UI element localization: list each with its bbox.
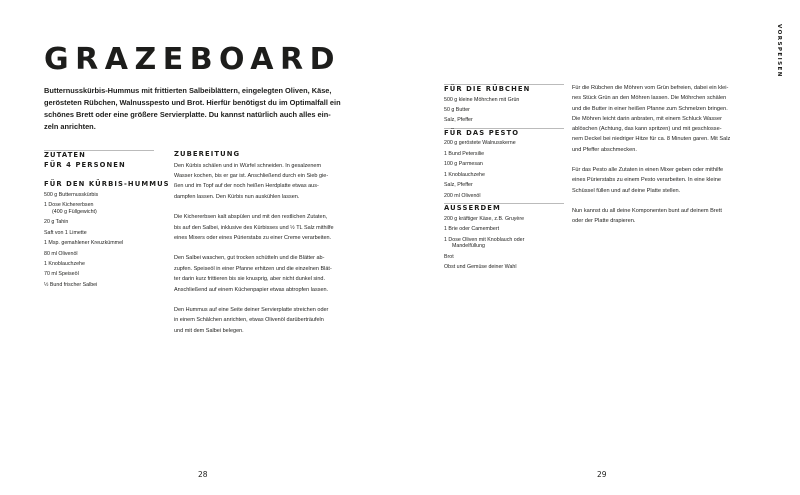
prep-line: und Pfeffer abschmecken. [572, 146, 637, 153]
ingredient-item: 200 g geröstete Walnusskerne [444, 140, 516, 147]
recipe-title: GRAZEBOARD [44, 42, 341, 77]
ingredient-item: 50 g Butter [444, 106, 470, 113]
ingredient-item: Brot [444, 253, 454, 260]
intro-line: gerösteten Rübchen, Walnusspesto und Brot. Hierfür benötigst du im Optimalfall ein [44, 98, 341, 107]
ingredient-group [444, 203, 564, 271]
servings-heading: FÜR 4 PERSONEN [44, 160, 126, 169]
section-label-text: VORSPEISEN [776, 24, 782, 78]
preparation-column [174, 150, 364, 346]
ingredient-item: 70 ml Speiseöl [44, 271, 79, 278]
ingredient-item [444, 237, 564, 250]
prep-line: Nun kannst du all deine Komponenten bunt auf deinem Brett [572, 207, 722, 214]
page-number: 29 [597, 470, 607, 479]
right-page [400, 0, 800, 495]
prep-line: Wasser kochen, bis er gar ist. Anschließend durch ein Sieb gie- [174, 172, 329, 179]
group-heading: AUSSERDEM [444, 204, 501, 213]
prep-line: und mit dem Salbei belegen. [174, 327, 244, 334]
prep-line: Schüssel füllen und auf deine Platte stellen. [572, 187, 681, 194]
group-heading: FÜR DAS PESTO [444, 128, 520, 137]
prep-line: ßen und im Topf auf der noch heißen Herdplatte etwas aus- [174, 183, 319, 190]
ingredient-item: 200 g kräftiger Käse, z.B. Gruyère [444, 215, 525, 222]
ingredient-list [444, 216, 564, 271]
ingredients-column [44, 150, 170, 292]
prep-line: Den Salbei waschen, gut trocken schütteln und die Blätter ab- [174, 255, 325, 262]
ingredient-line: Mandelfüllung [452, 243, 485, 250]
ingredient-item: 1 Knoblauchzehe [44, 261, 85, 267]
ingredient-item: 80 ml Olivenöl [44, 250, 78, 257]
intro-line: zeln anrichten. [44, 122, 96, 131]
ingredients-column [444, 84, 564, 275]
ingredients-heading: ZUTATEN [44, 151, 86, 159]
page-number: 28 [198, 470, 208, 479]
prep-line: Anschließend auf einem Küchenpapier etwas abtropfen lassen. [174, 286, 329, 293]
prep-paragraph [572, 165, 767, 196]
ingredient-item: 1 Msp. gemahlener Kreuzkümmel [44, 240, 124, 247]
ingredient-item: Salz, Pfeffer [444, 182, 473, 189]
ingredient-line: 1 Dose Oliven mit Knoblauch oder [444, 236, 525, 243]
ingredient-item: 1 Knoblauchzehe [444, 171, 485, 178]
prep-line: Den Kürbis schälen und in Würfel schneiden. In gesalzenem [174, 162, 322, 169]
ingredient-line: (400 g Füllgewicht) [52, 208, 97, 215]
ingredient-item: Saft von 1 Limette [44, 229, 87, 236]
intro-line: Butternusskürbis-Hummus mit frittierten Salbeiblättern, eingelegten Oliven, Käse, [44, 86, 332, 95]
prep-line: Den Hummus auf eine Seite deiner Servierplatte streichen oder [174, 306, 329, 313]
prep-paragraph [572, 83, 767, 155]
hummus-heading: FÜR DEN KÜRBIS-HUMMUS [44, 180, 170, 188]
ingredient-item: 200 ml Olivenöl [444, 192, 481, 199]
ingredient-line: 1 Dose Kichererbsen [44, 201, 94, 208]
prep-line: bis auf den Salbei, inklusive des Kürbisses und ½ TL Salz mithilfe [174, 224, 334, 231]
prep-paragraph [174, 305, 364, 336]
prep-line: oder der Platte drapieren. [572, 218, 636, 225]
prep-line: Für das Pesto alle Zutaten in einen Mixer geben oder mithilfe [572, 167, 724, 174]
preparation-heading: ZUBEREITUNG [174, 150, 241, 158]
prep-paragraph [174, 253, 364, 295]
ingredient-list [444, 140, 564, 199]
prep-line: nem Deckel bei niedriger Hitze für ca. 8 Minuten garen. Mit Salz [572, 136, 731, 143]
prep-line: ablöschen (Achtung, das kann spritzen) und mit geschlosse- [572, 126, 722, 133]
prep-line: Für die Rübchen die Möhren vom Grün befreien, dabei ein klei- [572, 85, 729, 91]
ingredient-group [444, 128, 564, 200]
prep-line: und die Butter in einer heißen Pfanne zum Schmelzen bringen. [572, 105, 728, 112]
ingredient-item: ½ Bund frischer Salbei [44, 281, 98, 288]
ingredient-item: Obst und Gemüse deiner Wahl [444, 264, 517, 271]
ingredient-item: 1 Bund Petersilie [444, 150, 485, 157]
ingredient-item: 1 Brie oder Camembert [444, 226, 500, 233]
prep-paragraph [174, 161, 364, 203]
group-heading: FÜR DIE RÜBCHEN [444, 85, 531, 93]
prep-line: zupfen. Speiseöl in einer Pfanne erhitzen und die einzelnen Blät- [174, 265, 332, 272]
prep-line: ter darin kurz frittieren bis sie knusprig, aber nicht dunkel sind. [174, 276, 326, 283]
prep-line: eines Mixers oder eines Pürierstabs zu einer Creme verarbeiten. [174, 234, 332, 241]
ingredient-item: 20 g Tahin [44, 219, 69, 226]
prep-paragraph [572, 206, 767, 227]
prep-line: nes Stück Grün an den Möhren lassen. Die Möhrchen schälen [572, 95, 727, 102]
ingredient-item: 500 g kleine Möhrchen mit Grün [444, 96, 520, 103]
intro-line: schönes Brett oder eine größere Servierplatte. Du kannst natürlich auch alles ein- [44, 110, 331, 119]
ingredient-item: Salz, Pfeffer [444, 117, 473, 124]
hummus-ingredient-list [44, 192, 154, 289]
prep-line: eines Pürierstabs zu einem Pesto verarbeiten. In eine kleine [572, 177, 721, 184]
recipe-intro [44, 85, 344, 133]
preparation-column [572, 83, 767, 237]
prep-line: dampfen lassen. Den Kürbis nun auskühlen lassen. [174, 193, 300, 200]
prep-paragraph [174, 212, 364, 243]
section-label [772, 24, 784, 84]
prep-line: Die Kichererbsen kalt abspülen und mit den restlichen Zutaten, [174, 214, 328, 221]
ingredient-item: 500 g Butternusskürbis [44, 191, 99, 198]
ingredient-item [44, 202, 154, 215]
prep-line: in einem Schälchen anrichten, etwas Olivenöl darüberträufeln [174, 317, 324, 324]
prep-line: Die Möhren leicht darin anbraten, mit einem Schluck Wasser [572, 115, 722, 122]
ingredient-list [444, 97, 564, 125]
ingredient-item: 100 g Parmesan [444, 161, 483, 168]
ingredient-group [444, 84, 564, 124]
